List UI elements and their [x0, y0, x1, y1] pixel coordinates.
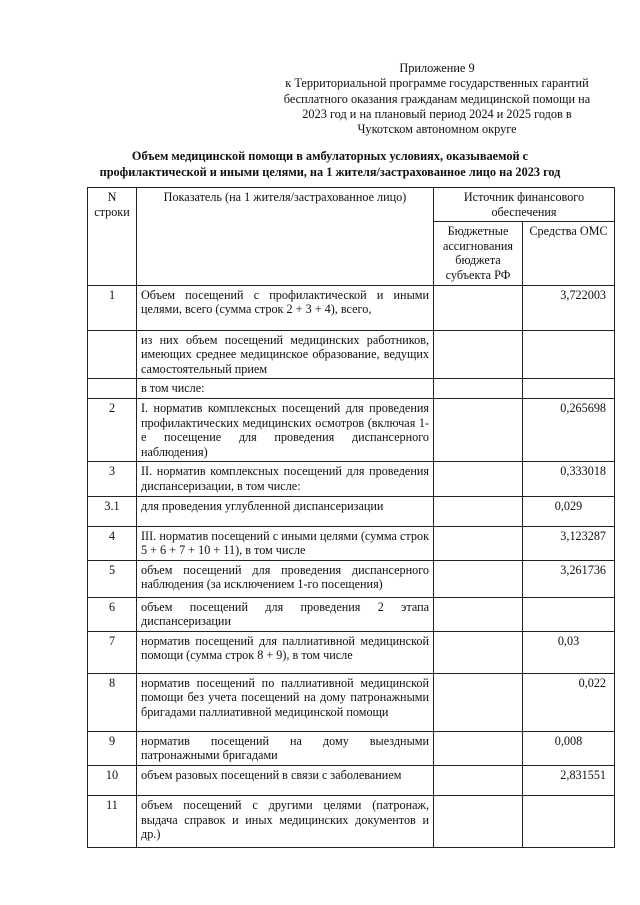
indicator-cell: III. норматив посещений с иными целями (сумма строк 5 + 6 + 7 + 10 + 11), в том числе: [137, 526, 434, 560]
row-number: 11: [88, 796, 137, 848]
indicator-cell: норматив посещений на дому выездными патронажными бригадами: [137, 731, 434, 765]
row-number: 3: [88, 462, 137, 496]
table-row: [88, 379, 615, 399]
table-row: [88, 398, 615, 461]
budget-cell: [434, 398, 523, 461]
indicator-cell: I. норматив комплексных посещений для проведения профилактических медицинских осмотров (включая 1-е посещение для проведения диспансерного наблюдения): [137, 398, 434, 461]
table-row: [88, 330, 615, 379]
indicator-cell: II. норматив комплексных посещений для проведения диспансеризации, в том числе:: [137, 462, 434, 496]
oms-cell: [523, 379, 615, 399]
appendix-line: бесплатного оказания гражданам медицинской помощи на: [283, 91, 591, 106]
row-number: 2: [88, 398, 137, 461]
table-row: [88, 285, 615, 330]
appendix-line: Приложение 9: [399, 61, 475, 75]
table-row: [88, 526, 615, 560]
budget-cell: [434, 330, 523, 379]
row-number: 4: [88, 526, 137, 560]
header-oms: Средства ОМС: [523, 222, 615, 285]
header-row-no: N строки: [88, 188, 137, 286]
indicator-cell: объем посещений для проведения 2 этапа диспансеризации: [137, 597, 434, 631]
table-row: [88, 796, 615, 848]
table-row: [88, 462, 615, 496]
indicator-cell: Объем посещений с профилактической и иными целями, всего (сумма строк 2 + 3 + 4), всего,: [137, 285, 434, 330]
table-row: [88, 731, 615, 765]
appendix-header: [262, 61, 612, 137]
oms-cell: 3,722003: [523, 285, 615, 330]
indicator-cell: объем посещений с другими целями (патронаж, выдача справок и иных медицинских документов и др.): [137, 796, 434, 848]
budget-cell: [434, 526, 523, 560]
row-number: 6: [88, 597, 137, 631]
oms-cell: 2,831551: [523, 766, 615, 796]
row-number: 8: [88, 673, 137, 731]
table-header-row: [88, 188, 615, 222]
header-funding-source: Источник финансового обеспечения: [434, 188, 615, 222]
oms-cell: 0,333018: [523, 462, 615, 496]
budget-cell: [434, 496, 523, 526]
budget-cell: [434, 766, 523, 796]
row-number: 5: [88, 560, 137, 597]
table-row: [88, 560, 615, 597]
indicator-cell: из них объем посещений медицинских работников, имеющих среднее медицинское образование, ведущих самостоятельный прием: [137, 330, 434, 379]
title-line: Объем медицинской помощи в амбулаторных условиях, оказываемой с: [131, 149, 529, 163]
oms-cell: 0,03: [523, 631, 615, 673]
oms-cell: 3,123287: [523, 526, 615, 560]
budget-cell: [434, 597, 523, 631]
header-budget: Бюджетные ассигнования бюджета субъекта РФ: [434, 222, 523, 285]
indicator-cell: в том числе:: [137, 379, 434, 399]
table-row: [88, 496, 615, 526]
row-number: 1: [88, 285, 137, 330]
budget-cell: [434, 379, 523, 399]
table-row: [88, 631, 615, 673]
oms-cell: 3,261736: [523, 560, 615, 597]
volume-table: [87, 187, 615, 848]
budget-cell: [434, 673, 523, 731]
indicator-cell: норматив посещений по паллиативной медицинской помощи без учета посещений на дому патронажными бригадами паллиативной медицинской помощи: [137, 673, 434, 731]
table-body: [88, 285, 615, 848]
appendix-line: к Территориальной программе государственных гарантий: [285, 76, 589, 91]
oms-cell: [523, 330, 615, 379]
indicator-cell: объем посещений для проведения диспансерного наблюдения (за исключением 1-го посещения): [137, 560, 434, 597]
row-number: 10: [88, 766, 137, 796]
budget-cell: [434, 796, 523, 848]
document-title: [60, 149, 600, 180]
row-number: 3.1: [88, 496, 137, 526]
oms-cell: 0,008: [523, 731, 615, 765]
budget-cell: [434, 560, 523, 597]
oms-cell: [523, 796, 615, 848]
indicator-cell: для проведения углубленной диспансеризации: [137, 496, 434, 526]
title-line: профилактической и иными целями, на 1 жителя/застрахованное лицо на 2023 год: [99, 164, 561, 179]
budget-cell: [434, 285, 523, 330]
oms-cell: 0,029: [523, 496, 615, 526]
row-number: 7: [88, 631, 137, 673]
table-row: [88, 597, 615, 631]
table-row: [88, 766, 615, 796]
appendix-line: 2023 год и на плановый период 2024 и 2025 годов в: [302, 106, 572, 121]
row-number: 9: [88, 731, 137, 765]
budget-cell: [434, 731, 523, 765]
indicator-cell: объем разовых посещений в связи с заболеванием: [137, 766, 434, 796]
appendix-line: Чукотском автономном округе: [357, 122, 517, 137]
budget-cell: [434, 631, 523, 673]
indicator-cell: норматив посещений для паллиативной медицинской помощи (сумма строк 8 + 9), в том числе: [137, 631, 434, 673]
row-number: [88, 330, 137, 379]
oms-cell: 0,022: [523, 673, 615, 731]
table-row: [88, 673, 615, 731]
budget-cell: [434, 462, 523, 496]
header-indicator: Показатель (на 1 жителя/застрахованное лицо): [137, 188, 434, 286]
oms-cell: 0,265698: [523, 398, 615, 461]
row-number: [88, 379, 137, 399]
oms-cell: [523, 597, 615, 631]
